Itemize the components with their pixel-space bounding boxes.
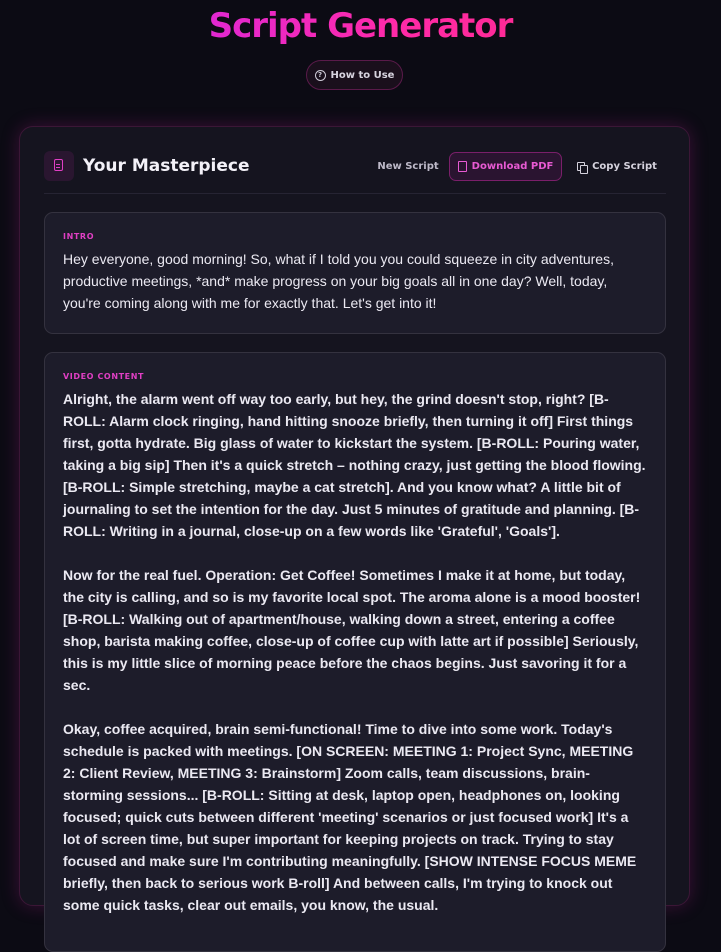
file-icon <box>458 161 467 172</box>
new-script-button[interactable] <box>374 152 442 181</box>
video-content-section <box>44 352 666 952</box>
card-title: Your Masterpiece <box>83 156 250 176</box>
script-card <box>19 126 690 913</box>
copy-icon <box>577 162 587 172</box>
how-to-use-button[interactable] <box>306 60 403 90</box>
new-script-label: New Script <box>377 161 439 172</box>
video-content-label: VIDEO CONTENT <box>63 372 145 381</box>
download-pdf-label: Download PDF <box>471 161 554 172</box>
video-paragraph: Now for the real fuel. Operation: Get Coffee! Sometimes I make it at home, but today, the city is calling, and so is my favorite local spot. The aroma alone is a mood booster! [B-ROLL: Walking out of apartment/house, walking down a street, entering a coffee shop, barista making coffee, close-up of coffee cup with latte art if possible] Seriously, this is my little slice of morning peace before the chaos begins. Just savoring it for a sec. <box>63 567 641 693</box>
copy-script-label: Copy Script <box>592 161 657 172</box>
card-header <box>44 149 666 194</box>
help-circle-icon: ? <box>315 70 326 81</box>
intro-section <box>44 212 666 334</box>
video-paragraph: Okay, coffee acquired, brain semi-functional! Time to dive into some work. Today's schedule is packed with meetings. [ON SCREEN: MEETING 1: Project Sync, MEETING 2: Client Review, MEETING 3: Brainstorm] Zoom calls, team discussions, brain-storming sessions... [B-ROLL: Sitting at desk, laptop open, headphones on, looking focused; quick cuts between different 'meeting' scenarios or just focused work] It's a lot of screen time, but super important for keeping projects on track. Trying to stay focused and make sure I'm contributing meaningfully. [SHOW INTENSE FOCUS MEME briefly, then back to serious work B-roll] And between calls, I'm trying to knock out some quick tasks, clear out emails, you know, the usual. <box>63 721 637 913</box>
copy-script-button[interactable] <box>574 152 660 181</box>
video-paragraph: Alright, the alarm went off way too early, but hey, the grind doesn't stop, right? [B-ROLL: Alarm clock ringing, hand hitting snooze briefly, then turning it off] First things first, gotta hydrate. Big glass of water to kickstart the system. [B-ROLL: Pouring water, taking a big sip] Then it's a quick stretch – nothing crazy, just getting the blood flowing. [B-ROLL: Simple stretching, maybe a cat stretch]. And you know what? A little bit of journaling to set the intention for the day. Just 5 minutes of gratitude and planning. [B-ROLL: Writing in a journal, close-up on a few words like 'Grateful', 'Goals']. <box>63 391 646 539</box>
document-icon <box>44 151 74 181</box>
download-pdf-button[interactable] <box>449 152 562 181</box>
intro-label: INTRO <box>63 232 95 241</box>
video-content-text <box>63 388 647 916</box>
intro-text: Hey everyone, good morning! So, what if I told you you could squeeze in city adventures, productive meetings, *and* make progress on your big goals all in one day? Well, today, you're coming along with me for exactly that. Let's get into it! <box>63 251 614 311</box>
app-title: Script Generator <box>0 2 721 50</box>
how-to-use-label: How to Use <box>330 69 395 81</box>
